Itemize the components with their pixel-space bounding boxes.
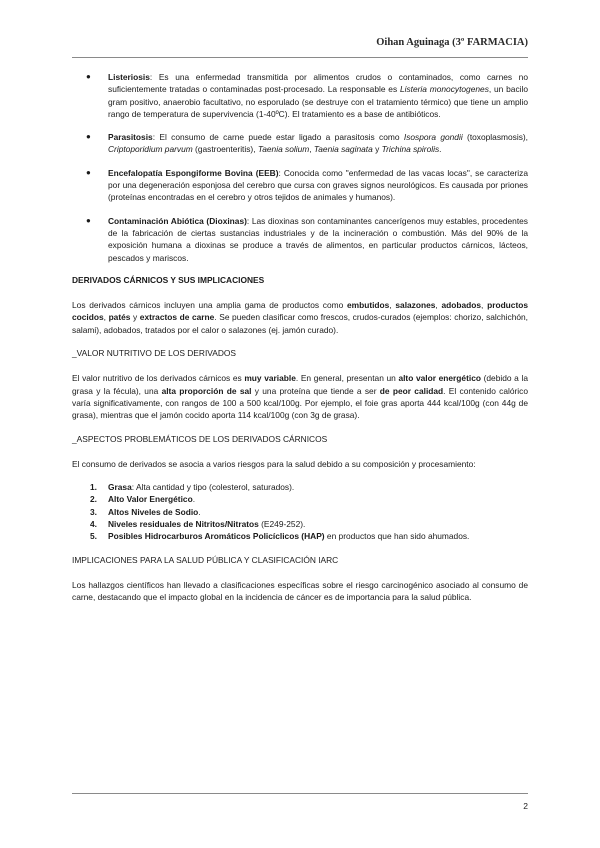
- text-run: (debido a la grasa y la fécula), una: [72, 373, 528, 396]
- text-run: ,: [435, 300, 442, 311]
- text-run: : Es una enfermedad transmitida por alimentos crudos o contaminados, como carnes no suficientemente tratadas o contaminadas post-procesado. La responsable es: [108, 72, 528, 95]
- text-run: Criptoporidium parvum: [108, 144, 193, 155]
- text-run: El valor nutritivo de los derivados cárnicos es: [72, 373, 245, 384]
- risk-bullet-item: [86, 71, 529, 120]
- section-paragraph-implicaciones: Los hallazgos científicos han llevado a clasificaciones específicas sobre el riesgo carcinogénico asociado al consumo de carne, destacando que el impacto global en la incidencia de cáncer es de importancia para la salud pública.: [72, 579, 528, 603]
- text-run: y: [372, 144, 382, 155]
- section-paragraph-valor-nutritivo: [72, 372, 528, 421]
- text-run: .: [439, 144, 442, 155]
- text-run: muy variable: [244, 373, 296, 384]
- risk-bullet-list: [72, 71, 528, 264]
- text-run: de peor calidad: [379, 385, 444, 396]
- problem-list-item: [90, 530, 528, 542]
- risk-bullet-item: [86, 131, 528, 156]
- list-number: 1.: [90, 482, 97, 493]
- text-run: , un bacilo gram positivo, anaerobio facultativo, no esporulado (se destruye con el tratamiento térmico) que tiene un amplio rango de temperatura de supervivencia (1-40ºC). El tratamiento es a base de antibióticos.: [108, 84, 529, 119]
- text-run: Taenia solium: [257, 144, 310, 155]
- footer-divider: [72, 793, 528, 794]
- text-run: : Conocida como "enfermedad de las vacas locas", se caracteriza por una degeneración esponjosa del cerebro que cursa con graves signos neurológicos. Es causada por priones (proteínas encontradas en el cerebro y otros tejidos de animales y humanos).: [108, 167, 528, 203]
- text-run: salazones: [395, 300, 436, 311]
- problem-list-item: [90, 518, 528, 530]
- text-run: embutidos: [346, 300, 390, 311]
- text-run: ,: [103, 312, 109, 323]
- bullet-dot-icon: ●: [86, 132, 91, 142]
- text-run: Taenia saginata: [313, 144, 373, 155]
- bullet-dot-icon: ●: [86, 72, 91, 81]
- risk-bullet-item: [86, 167, 528, 204]
- bullet-term: Parasitosis: [108, 132, 153, 143]
- text-run: . El contenido calórico varía significativamente, con rangos de 100 a 500 kcal/100g. Por ejemplo, el foie gras aporta 444 kcal/100g (con 44g de grasa), mientras que el jamón cocido aporta 114 kcal/100g (con 3g de grasa).: [72, 385, 529, 421]
- text-run: (E249-252).: [258, 519, 306, 530]
- text-run: alto valor energético: [398, 373, 481, 384]
- text-run: ,: [389, 300, 396, 311]
- section-title-implicaciones: IMPLICACIONES PARA LA SALUD PÚBLICA Y CLASIFICACIÓN IARC: [72, 554, 339, 565]
- text-run: y: [130, 312, 140, 323]
- text-run: Altos Niveles de Sodio: [108, 506, 199, 517]
- list-number: 3.: [90, 506, 97, 517]
- text-run: . Se pueden clasificar como frescos, crudos-curados (ejemplos: chorizo, salchichón, salami), adobados, tratados por el calor o salazones (ej. jamón curado).: [72, 312, 528, 335]
- text-run: : El consumo de carne puede estar ligado a parasitosis como: [152, 132, 404, 143]
- problem-list-item: [90, 481, 528, 493]
- text-run: Listeria monocytogenes: [399, 84, 489, 95]
- list-number: 5.: [90, 531, 97, 542]
- problem-numbered-list: [72, 481, 528, 542]
- text-run: ,: [309, 144, 314, 155]
- text-run: adobados: [441, 300, 482, 311]
- text-run: Los derivados cárnicos incluyen una amplia gama de productos como: [72, 300, 347, 311]
- bullet-term: Listeriosis: [108, 72, 150, 82]
- bullet-term: Contaminación Abiótica (Dioxinas): [108, 215, 247, 226]
- section-title-valor-nutritivo: _VALOR NUTRITIVO DE LOS DERIVADOS: [72, 348, 236, 359]
- text-run: extractos de carne: [139, 312, 215, 323]
- section-paragraph-derivados: [72, 299, 528, 336]
- text-run: Grasa: [108, 482, 132, 493]
- text-run: patés: [108, 312, 131, 323]
- header-divider: [72, 57, 528, 58]
- text-run: .: [198, 506, 201, 517]
- text-run: y una proteína que tiende a ser: [251, 385, 380, 396]
- text-run: (gastroenteritis),: [192, 144, 258, 155]
- text-run: .: [192, 494, 196, 505]
- text-run: : Las dioxinas son contaminantes cancerígenos muy estables, procedentes de la fabricación de ciertas sustancias industriales y de la incineración o combustión. Más del 90% de la exposición humana a dioxinas se produce a través de alimentos, en particular productos cárnicos, lácteos, pescados y mariscos.: [108, 215, 528, 263]
- text-run: Isospora gondii: [403, 132, 463, 143]
- text-run: ,: [481, 300, 488, 311]
- text-run: Alto Valor Energético: [108, 494, 193, 505]
- bullet-dot-icon: ●: [86, 215, 91, 225]
- text-run: : Alta cantidad y tipo (colesterol, saturados).: [131, 482, 295, 493]
- bullet-term: Encefalopatía Espongiforme Bovina (EEB): [108, 167, 279, 178]
- text-run: Niveles residuales de Nitritos/Nitratos: [108, 519, 259, 530]
- text-run: productos cocidos: [72, 300, 529, 323]
- section-title-derivados: DERIVADOS CÁRNICOS Y SUS IMPLICACIONES: [72, 274, 265, 285]
- page-number: 2: [523, 801, 528, 811]
- problem-list-item: [90, 506, 528, 518]
- text-run: . En general, presentan un: [295, 373, 399, 384]
- section-title-aspectos: _ASPECTOS PROBLEMÁTICOS DE LOS DERIVADOS CÁRNICOS: [72, 433, 328, 444]
- text-run: en productos que han sido ahumados.: [324, 531, 470, 542]
- document-body: [72, 71, 528, 615]
- risk-bullet-item: [86, 215, 528, 264]
- section-intro-aspectos: El consumo de derivados se asocia a varios riesgos para la salud debido a su composición y procesamiento:: [72, 458, 476, 469]
- bullet-dot-icon: ●: [86, 167, 91, 177]
- page-header-author: Oihan Aguinaga (3º FARMACIA): [376, 37, 528, 48]
- text-run: (toxoplasmosis),: [462, 132, 528, 143]
- text-run: Trichina spirolis: [381, 144, 440, 155]
- list-number: 2.: [90, 494, 97, 505]
- problem-list-item: [90, 493, 528, 505]
- list-number: 4.: [90, 519, 97, 530]
- text-run: alta proporción de sal: [161, 385, 252, 396]
- text-run: Posibles Hidrocarburos Aromáticos Policíclicos (HAP): [108, 531, 325, 542]
